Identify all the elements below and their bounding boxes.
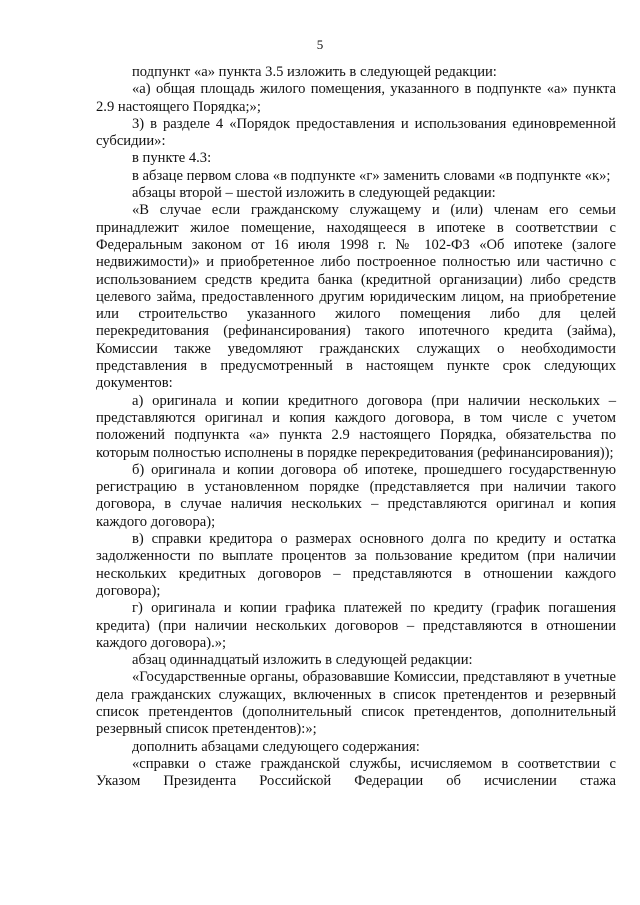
paragraph-supplement: дополнить абзацами следующего содержания:	[132, 738, 420, 755]
paragraph-item-a: а) оригинала и копии кредитного договора (при наличии нескольких – представляются оригинал и копия каждого договора, в том числе с учетом положений подпункта «а» пункта 2.9 настоящего Порядка, обязательства по которым полностью исполнены в порядке перекредитования (рефинансирования));	[96, 392, 616, 461]
paragraph-abzacy-2-6: абзацы второй – шестой изложить в следующей редакции:	[132, 185, 496, 202]
paragraph-item-b: б) оригинала и копии договора об ипотеке, прошедшего государственную регистрацию в установленном порядке (представляется при наличии такого договора, в случае наличия нескольких – представляются оригинал и копия каждого договора);	[96, 461, 616, 530]
paragraph-subpoint-a-intro: подпункт «а» пункта 3.5 изложить в следующей редакции:	[132, 64, 497, 80]
page-number: 5	[316, 37, 324, 52]
paragraph-service-length: «справки о стаже гражданской службы, исчисляемом в соответствии с Указом Президента Российской Федерации об исчислении стажа	[96, 755, 616, 790]
paragraph-area-definition: «а) общая площадь жилого помещения, указанного в подпункте «а» пункта 2.9 настоящего Порядка;»;	[96, 81, 616, 115]
paragraph-point-4-3: в пункте 4.3:	[132, 150, 212, 167]
paragraph-state-bodies: «Государственные органы, образовавшие Комиссии, представляют в учетные дела гражданских служащих, включенных в список претендентов и резервный список претендентов (дополнительный список претендентов, дополнительный резервный список претендентов):»;	[96, 669, 616, 738]
paragraph-item-g: г) оригинала и копии графика платежей по кредиту (график погашения кредита) (при наличии нескольких договоров – представляются в отношении каждого договора).»;	[96, 600, 616, 651]
paragraph-section-4: 3) в разделе 4 «Порядок предоставления и использования единовременной субсидии»:	[96, 115, 616, 150]
document-body	[96, 64, 616, 790]
paragraph-mortgage-case: «В случае если гражданскому служащему и (или) членам его семьи принадлежит жилое помещение, находящееся в ипотеке в соответствии с Федеральным законом от 16 июля 1998 г. № 102-ФЗ «Об ипотеке (залоге недвижимости)» и приобретенное либо построенное полностью или частично с использованием средств кредита банка (кредитной организации) либо средств целевого займа, предоставленного другим юридическим лицом, на приобретение или строительство указанного жилого помещения либо для целей перекредитования (рефинансирования) такого ипотечного кредита (займа), Комиссии также уведомляют гражданских служащих о необходимости представления в предусмотренный в настоящем пункте срок следующих документов:	[96, 202, 616, 392]
paragraph-item-v: в) справки кредитора о размерах основного долга по кредиту и остатка задолженности по выплате процентов за пользование кредитом (при наличии нескольких кредитных договоров – представляются в отношении каждого договора);	[96, 531, 616, 599]
paragraph-abzac-11: абзац одиннадцатый изложить в следующей редакции:	[132, 652, 473, 669]
paragraph-first-abzac: в абзаце первом слова «в подпункте «г» заменить словами «в подпункте «к»;	[132, 167, 611, 184]
